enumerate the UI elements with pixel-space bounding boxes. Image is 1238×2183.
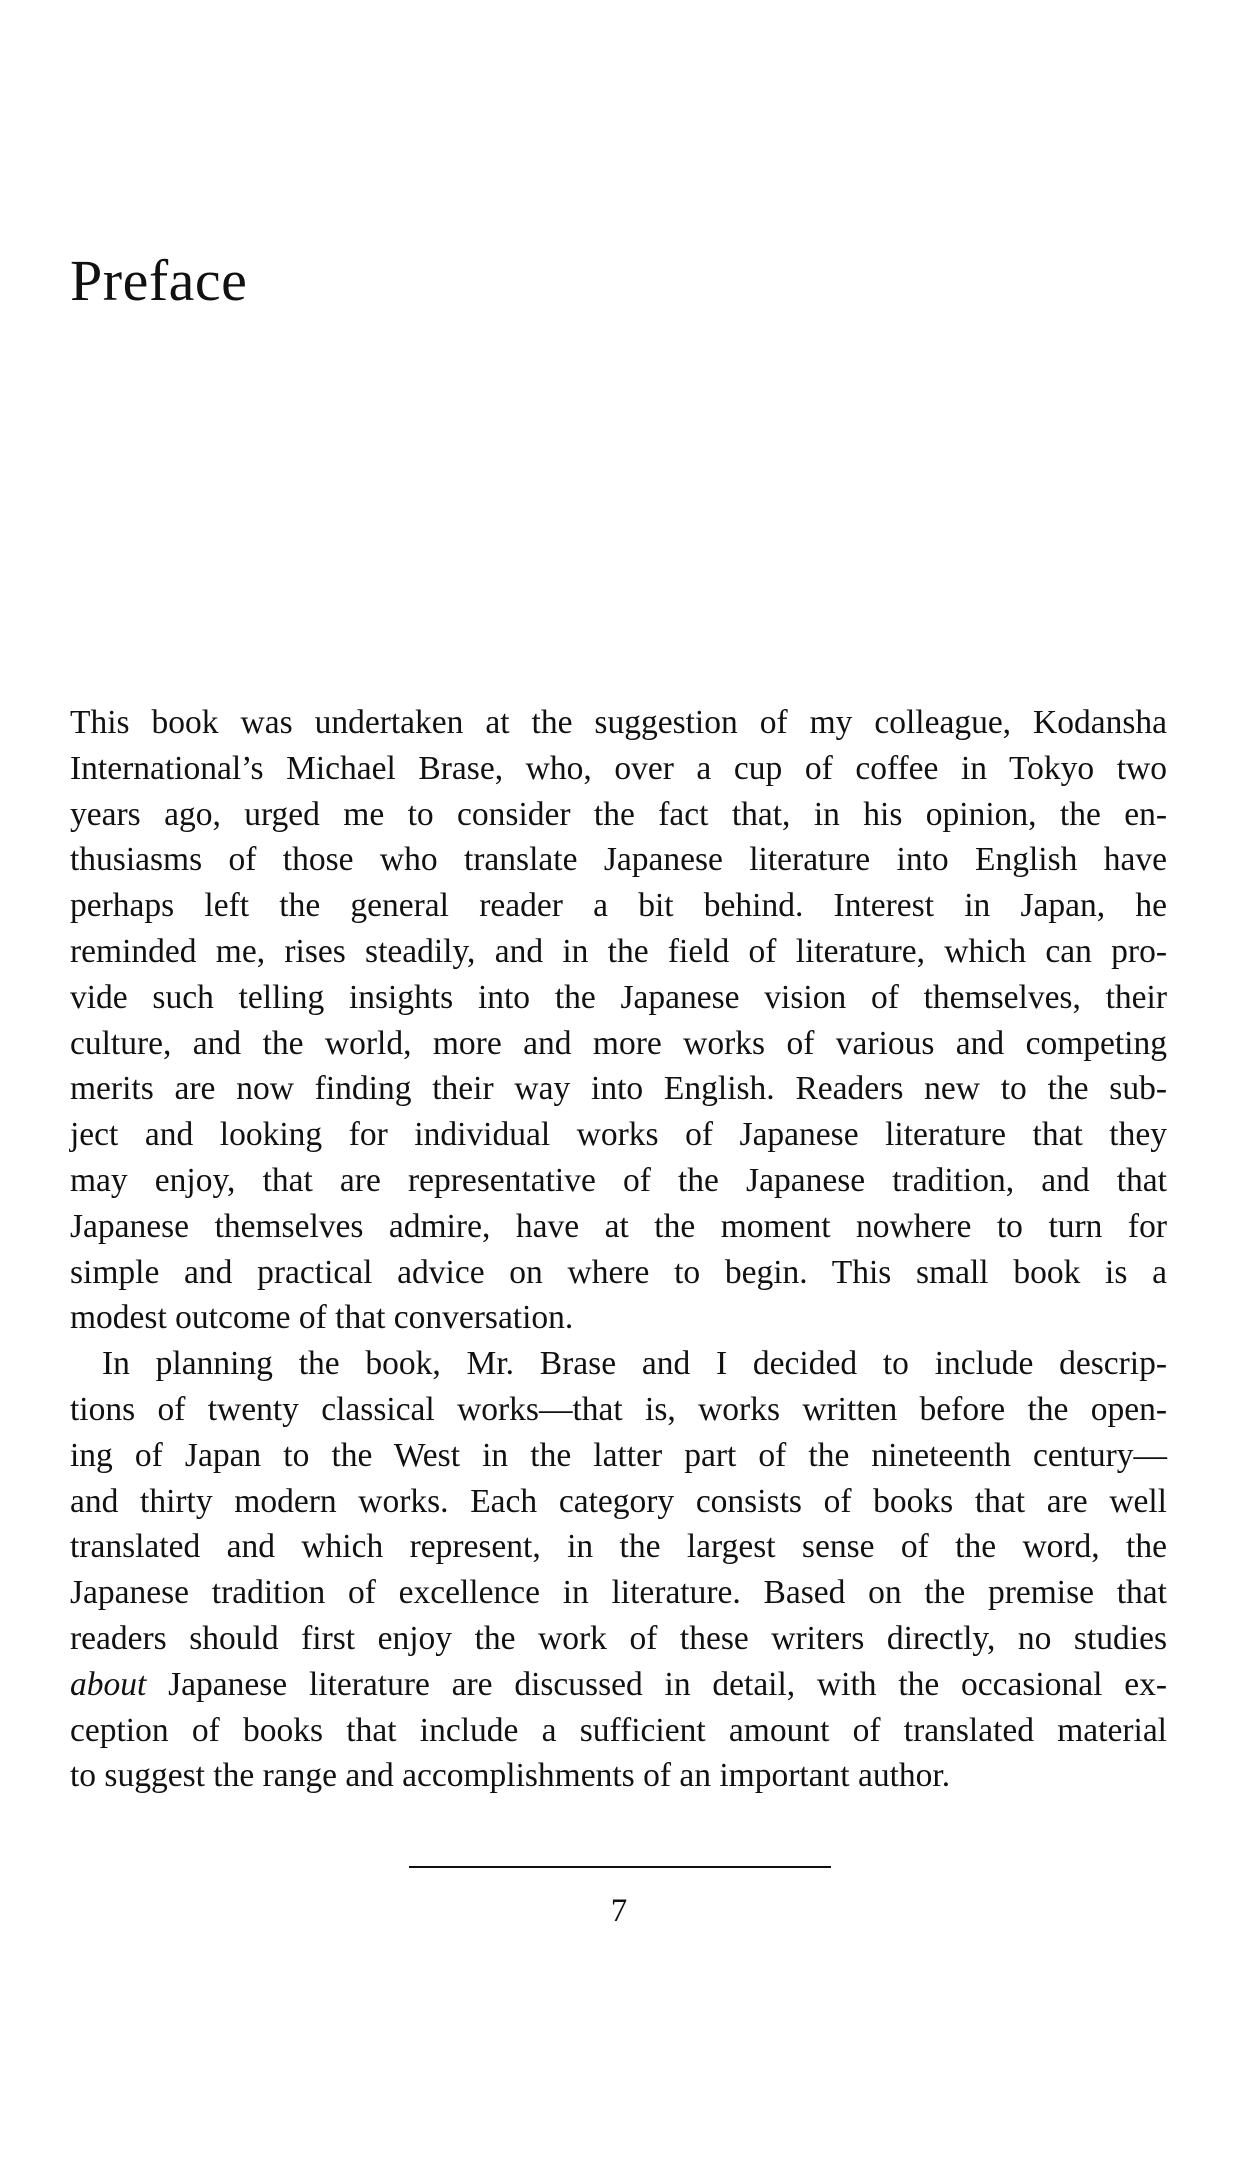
text-line: reminded me, rises steadily, and in the field of literature, which can pro- <box>70 932 1167 970</box>
text-line: vide such telling insights into the Japanese vision of themselves, their <box>70 978 1167 1016</box>
text-line: to suggest the range and accomplishments of an important author. <box>70 1757 951 1795</box>
text-line: readers should first enjoy the work of these writers directly, no studies <box>70 1619 1167 1657</box>
page-number: 7 <box>610 1893 628 1929</box>
text-line: tions of twenty classical works—that is, works written before the open- <box>70 1390 1167 1428</box>
text-line: thusiasms of those who translate Japanese literature into English have <box>70 841 1167 879</box>
text-line-remainder: Japanese literature are discussed in detail, with the occasional ex- <box>146 1665 1167 1703</box>
text-line: International’s Michael Brase, who, over a cup of coffee in Tokyo two <box>70 749 1167 787</box>
text-line: Japanese tradition of excellence in literature. Based on the premise that <box>70 1574 1167 1612</box>
text-line: modest outcome of that conversation. <box>70 1299 574 1337</box>
preface-body <box>70 700 1167 1799</box>
text-line: In planning the book, Mr. Brase and I decided to include descrip- <box>102 1345 1167 1383</box>
text-line: ception of books that include a sufficient amount of translated material <box>70 1711 1167 1749</box>
text-line: perhaps left the general reader a bit behind. Interest in Japan, he <box>70 887 1167 925</box>
text-line: culture, and the world, more and more works of various and competing <box>70 1024 1167 1062</box>
paragraph-2 <box>70 1341 1167 1799</box>
text-line: simple and practical advice on where to begin. This small book is a <box>70 1253 1167 1291</box>
footer-rule <box>409 1866 831 1868</box>
italic-word: about <box>70 1665 147 1703</box>
text-line-with-italic <box>70 1662 1167 1708</box>
text-line: This book was undertaken at the suggestion of my colleague, Kodansha <box>70 704 1167 741</box>
text-line: translated and which represent, in the largest sense of the word, the <box>70 1528 1167 1566</box>
text-line: ject and looking for individual works of Japanese literature that they <box>70 1116 1167 1154</box>
page-title: Preface <box>70 248 248 313</box>
text-line: may enjoy, that are representative of the Japanese tradition, and that <box>70 1161 1167 1199</box>
text-line: ing of Japan to the West in the latter part of the nineteenth century— <box>70 1436 1167 1474</box>
text-line: years ago, urged me to consider the fact that, in his opinion, the en- <box>70 795 1167 833</box>
paragraph-1 <box>70 700 1167 1341</box>
text-line: and thirty modern works. Each category consists of books that are well <box>70 1482 1167 1520</box>
text-line: Japanese themselves admire, have at the moment nowhere to turn for <box>70 1207 1167 1245</box>
text-line: merits are now finding their way into English. Readers new to the sub- <box>70 1070 1167 1108</box>
